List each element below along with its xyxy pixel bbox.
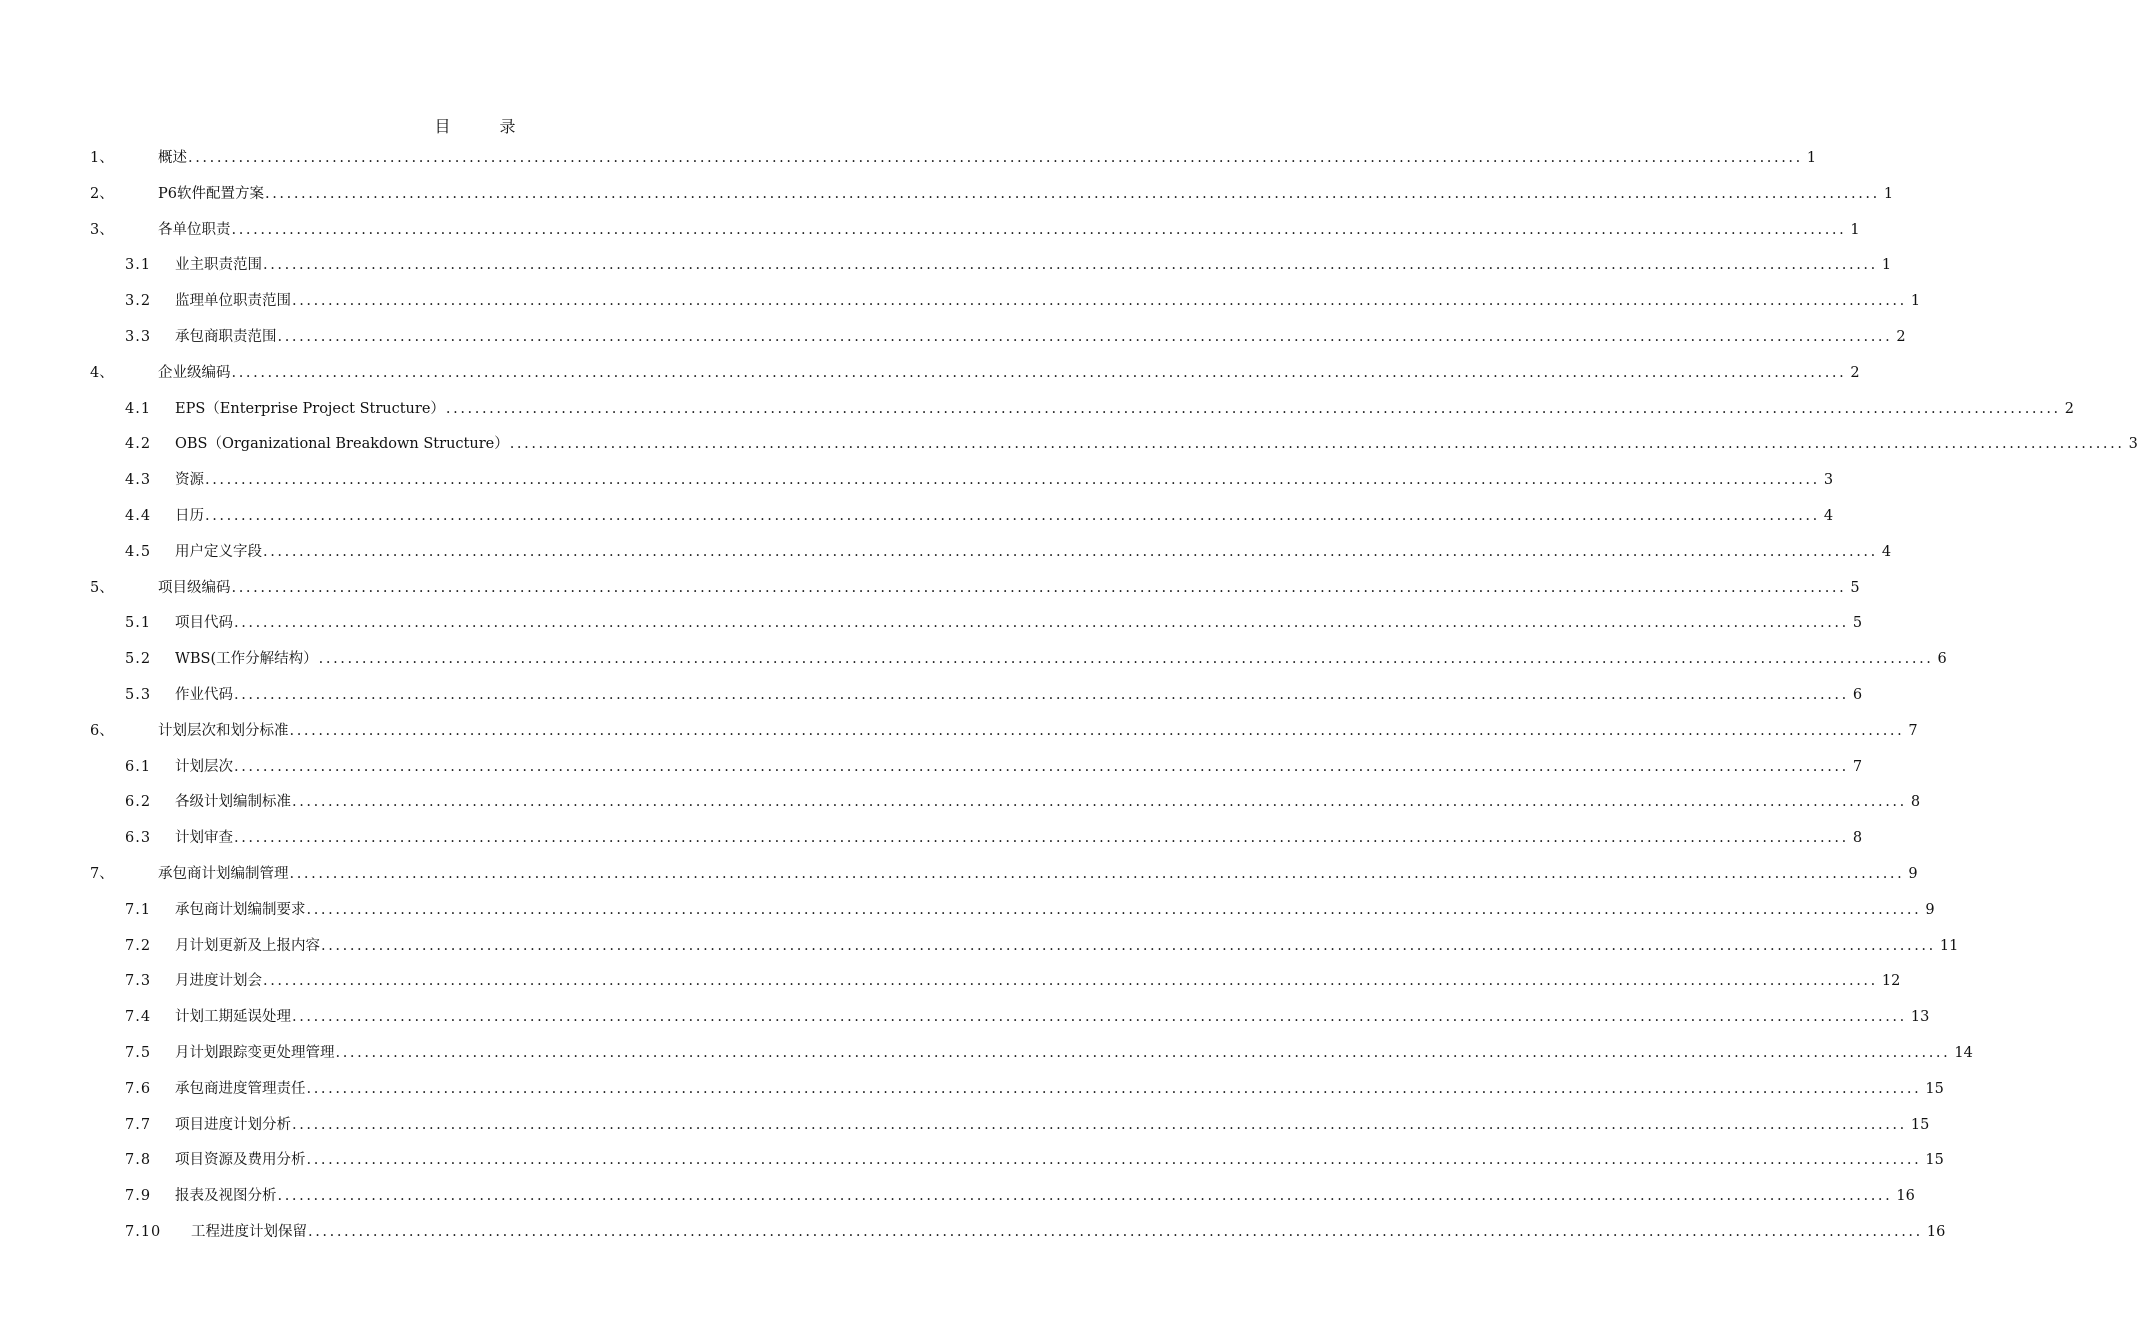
toc-entry[interactable] [0,462,1834,498]
toc-entry-title[interactable]: 各单位职责 [158,221,231,238]
toc-entry-line [175,605,1863,641]
toc-entry[interactable] [0,1035,1973,1071]
toc-dot-leader: ................................................................................................................................................................................................................................ [277,329,1893,345]
toc-dot-leader: ................................................................................................................................................................................................................................ [264,185,1880,202]
toc-entry[interactable] [0,498,1834,534]
toc-entry[interactable] [0,212,1860,248]
toc-entry-number: 5、 [90,579,114,596]
toc-entry-line [158,176,1894,212]
toc-entry-title[interactable]: EPS（Enterprise Project Structure） [175,400,445,417]
toc-entry-page-number: 4 [1881,543,1892,560]
toc-dot-leader: ................................................................................................................................................................................................................................ [234,830,1849,847]
toc-entry-number: 7.6 [125,1080,152,1097]
toc-entry-number: 4.4 [125,508,152,524]
toc-entry-title[interactable]: 作业代码 [175,687,233,703]
toc-entry-line [158,355,1860,391]
toc-entry-number: 7.9 [125,1188,152,1205]
toc-entry-page-number: 6 [1937,651,1947,668]
toc-dot-leader: ................................................................................................................................................................................................................................ [234,758,1849,775]
toc-dot-leader: ................................................................................................................................................................................................................................ [306,1080,1922,1097]
toc-entry-number: 5.3 [125,687,152,703]
toc-dot-leader: ................................................................................................................................................................................................................................ [289,866,1905,882]
toc-entry-number: 4.5 [125,543,152,560]
toc-entry-page-number: 15 [1925,1080,1944,1097]
toc-entry-number: 5.1 [125,615,152,632]
toc-entry-line [175,1035,1973,1071]
toc-entry-page-number: 5 [1852,615,1863,632]
toc-entry-line [175,784,1921,820]
toc-entry-title[interactable]: 工程进度计划保留 [191,1224,307,1240]
toc-entry-page-number: 3 [2128,436,2138,453]
toc-entry-line [175,319,1906,355]
toc-entry[interactable] [0,1071,1944,1107]
toc-entry-page-number: 16 [1896,1188,1915,1205]
toc-entry-page-number: 1 [1850,221,1860,238]
toc-entry-number: 6.3 [125,830,152,847]
toc-entry-page-number: 1 [1881,257,1892,274]
toc-entry[interactable] [0,247,1892,283]
toc-dot-leader: ................................................................................................................................................................................................................................ [231,364,1847,381]
toc-entry-title[interactable]: 承包商计划编制要求 [175,901,306,918]
toc-dot-leader: ................................................................................................................................................................................................................................ [306,1152,1922,1169]
toc-entry-line [175,1178,1915,1214]
toc-entry-title[interactable]: 资源 [175,472,204,489]
toc-entry-number: 6、 [90,722,114,739]
toc-entry-line [175,462,1834,498]
toc-entry-page-number: 15 [1910,1116,1930,1133]
toc-entry[interactable] [0,319,1906,355]
toc-entry-line [158,140,1817,176]
toc-entry-number: 4.3 [125,472,152,489]
toc-entry-number: 3.1 [125,257,152,274]
toc-entry-page-number: 16 [1926,1224,1946,1240]
toc-entry-line [175,892,1935,928]
toc-entry[interactable] [0,283,1921,319]
toc-dot-leader: ................................................................................................................................................................................................................................ [445,400,2061,417]
toc-entry-page-number: 5 [1850,579,1860,596]
toc-dot-leader: ................................................................................................................................................................................................................................ [292,293,1907,310]
toc-entry-page-number: 15 [1925,1152,1944,1169]
toc-entry-line [175,1107,1930,1143]
toc-dot-leader: ................................................................................................................................................................................................................................ [308,1224,1923,1240]
toc-entry-page-number: 8 [1910,794,1921,811]
toc-entry-page-number: 12 [1881,973,1901,990]
toc-entry-page-number: 4 [1823,508,1834,524]
toc-entry-title[interactable]: 业主职责范围 [175,257,262,274]
toc-entry[interactable] [0,176,1894,212]
toc-entry[interactable] [0,1142,1944,1178]
toc-entry-page-number: 1 [1806,150,1817,166]
toc-entry-page-number: 9 [1925,901,1935,918]
toc-dot-leader: ................................................................................................................................................................................................................................ [234,615,1849,632]
toc-entry-page-number: 2 [1850,364,1860,381]
toc-dot-leader: ................................................................................................................................................................................................................................ [509,436,2125,453]
toc-entry[interactable] [0,856,1918,892]
toc-dot-leader: ................................................................................................................................................................................................................................ [188,150,1803,166]
toc-entry[interactable] [0,1178,1915,1214]
toc-entry-number: 7.5 [125,1045,152,1061]
toc-entry[interactable] [0,426,2138,462]
toc-entry-title[interactable]: 概述 [158,150,187,166]
toc-entry[interactable] [0,999,1930,1035]
toc-entry-number: 4.1 [125,400,152,417]
toc-entry-number: 7.10 [125,1224,162,1240]
toc-entry[interactable] [0,677,1863,713]
toc-entry-title[interactable]: 日历 [175,508,204,524]
toc-dot-leader: ................................................................................................................................................................................................................................ [277,1188,1893,1205]
toc-entry[interactable] [0,140,1817,176]
toc-entry-title[interactable]: 计划审查 [175,830,233,847]
toc-entry[interactable] [0,963,1901,999]
toc-entry-title[interactable]: P6软件配置方案 [158,185,264,202]
toc-entry-number: 7.7 [125,1116,152,1133]
toc-entry-line [175,963,1901,999]
toc-entry-line [175,247,1892,283]
toc-dot-leader: ................................................................................................................................................................................................................................ [292,1116,1907,1133]
toc-entry-line [158,856,1918,892]
toc-dot-leader: ................................................................................................................................................................................................................................ [292,1009,1907,1026]
toc-entry[interactable] [0,641,1947,677]
toc-entry[interactable] [0,713,1918,749]
toc-entry[interactable] [0,892,1935,928]
toc-dot-leader: ................................................................................................................................................................................................................................ [263,543,1878,560]
toc-dot-leader: ................................................................................................................................................................................................................................ [231,579,1847,596]
toc-entry-title[interactable]: 计划层次和划分标准 [158,722,289,739]
toc-entry-number: 3、 [90,221,114,238]
toc-entry-page-number: 8 [1852,830,1863,847]
toc-entry-title[interactable]: OBS（Organizational Breakdown Structure） [175,436,509,453]
toc-entry-number: 1、 [90,150,114,166]
toc-entry-line [175,820,1863,856]
toc-entry[interactable] [0,391,2074,427]
toc-entry-page-number: 14 [1954,1045,1973,1061]
toc-entry-page-number: 11 [1939,937,1959,954]
toc-entry[interactable] [0,784,1921,820]
toc-entry[interactable] [0,749,1863,785]
toc-entry-line [175,534,1892,570]
toc-entry-number: 7.1 [125,901,152,918]
toc-entry-line [175,426,2138,462]
toc-entry-number: 3.2 [125,293,152,310]
toc-entry-line [175,999,1930,1035]
toc-entry-title[interactable]: 项目资源及费用分析 [175,1152,306,1169]
toc-entry-title[interactable]: WBS(工作分解结构） [175,651,318,668]
toc-dot-leader: ................................................................................................................................................................................................................................ [289,722,1905,739]
toc-entry-page-number: 1 [1910,293,1921,310]
toc-entry-title[interactable]: 监理单位职责范围 [175,293,291,310]
toc-entry-page-number: 13 [1910,1009,1930,1026]
toc-entry-page-number: 7 [1908,722,1918,739]
toc-dot-leader: ................................................................................................................................................................................................................................ [306,901,1922,918]
toc-entry[interactable] [0,534,1892,570]
toc-entry-title[interactable]: 企业级编码 [158,364,231,381]
toc-entry[interactable] [0,928,1959,964]
toc-entry-line [175,1142,1944,1178]
toc-entry-number: 6.2 [125,794,152,811]
toc-entry-title[interactable]: 承包商职责范围 [175,329,277,345]
toc-entry-line [158,570,1860,606]
toc-entry-line [158,713,1918,749]
toc-entry-number: 7、 [90,866,114,882]
toc-entry[interactable] [0,1107,1930,1143]
toc-entry-title[interactable]: 项目代码 [175,615,233,632]
toc-dot-leader: ................................................................................................................................................................................................................................ [292,794,1907,811]
toc-entry-number: 4、 [90,364,114,381]
toc-dot-leader: ................................................................................................................................................................................................................................ [205,508,1820,524]
toc-entry-line [175,641,1947,677]
toc-entry-line [175,498,1834,534]
toc-title: 目 录 [434,117,538,136]
toc-entry-title[interactable]: 月进度计划会 [175,973,262,990]
toc-entry-title[interactable]: 计划层次 [175,758,233,775]
toc-dot-leader: ................................................................................................................................................................................................................................ [234,687,1849,703]
toc-entry-page-number: 7 [1852,758,1863,775]
toc-entry-title[interactable]: 承包商进度管理责任 [175,1080,306,1097]
toc-dot-leader: ................................................................................................................................................................................................................................ [263,973,1878,990]
toc-entry-title[interactable]: 月计划更新及上报内容 [175,937,320,954]
toc-entry-number: 7.8 [125,1152,152,1169]
toc-entry-page-number: 3 [1823,472,1834,489]
toc-entry-page-number: 9 [1908,866,1918,882]
toc-entry-line [175,928,1959,964]
toc-entry-number: 2、 [90,185,114,202]
toc-entry-title[interactable]: 报表及视图分析 [175,1188,277,1205]
toc-entry[interactable] [0,605,1863,641]
toc-entry-line [191,1214,1946,1250]
toc-dot-leader: ................................................................................................................................................................................................................................ [205,472,1820,489]
toc-entry-number: 3.3 [125,329,152,345]
toc-entry-line [175,677,1863,713]
toc-entry-page-number: 2 [1896,329,1906,345]
toc-dot-leader: ................................................................................................................................................................................................................................ [318,651,1934,668]
toc-entry-title[interactable]: 用户定义字段 [175,543,262,560]
toc-entry-page-number: 2 [2064,400,2074,417]
toc-entry-number: 7.2 [125,937,152,954]
toc-entry-title[interactable]: 各级计划编制标准 [175,794,291,811]
toc-entry-title[interactable]: 月计划跟踪变更处理管理 [175,1045,335,1061]
toc-entry-title[interactable]: 承包商计划编制管理 [158,866,289,882]
toc-entry-line [175,749,1863,785]
toc-entry-number: 7.3 [125,973,152,990]
toc-entry[interactable] [0,570,1860,606]
toc-dot-leader: ................................................................................................................................................................................................................................ [335,1045,1951,1061]
toc-dot-leader: ................................................................................................................................................................................................................................ [321,937,1936,954]
toc-entry[interactable] [0,820,1863,856]
toc-entry-number: 4.2 [125,436,152,453]
toc-entry-title[interactable]: 计划工期延误处理 [175,1009,291,1026]
toc-entry-number: 6.1 [125,758,152,775]
toc-entry-line [175,391,2074,427]
toc-entry-page-number: 6 [1852,687,1863,703]
toc-entry[interactable] [0,355,1860,391]
toc-entry-line [158,212,1860,248]
toc-entry[interactable] [0,1214,1946,1250]
toc-entry-title[interactable]: 项目进度计划分析 [175,1116,291,1133]
toc-entry-page-number: 1 [1883,185,1894,202]
toc-entry-number: 7.4 [125,1009,152,1026]
toc-entry-title[interactable]: 项目级编码 [158,579,231,596]
toc-dot-leader: ................................................................................................................................................................................................................................ [263,257,1878,274]
toc-entry-line [175,1071,1944,1107]
toc-entry-line [175,283,1921,319]
toc-entry-number: 5.2 [125,651,152,668]
toc-dot-leader: ................................................................................................................................................................................................................................ [231,221,1847,238]
